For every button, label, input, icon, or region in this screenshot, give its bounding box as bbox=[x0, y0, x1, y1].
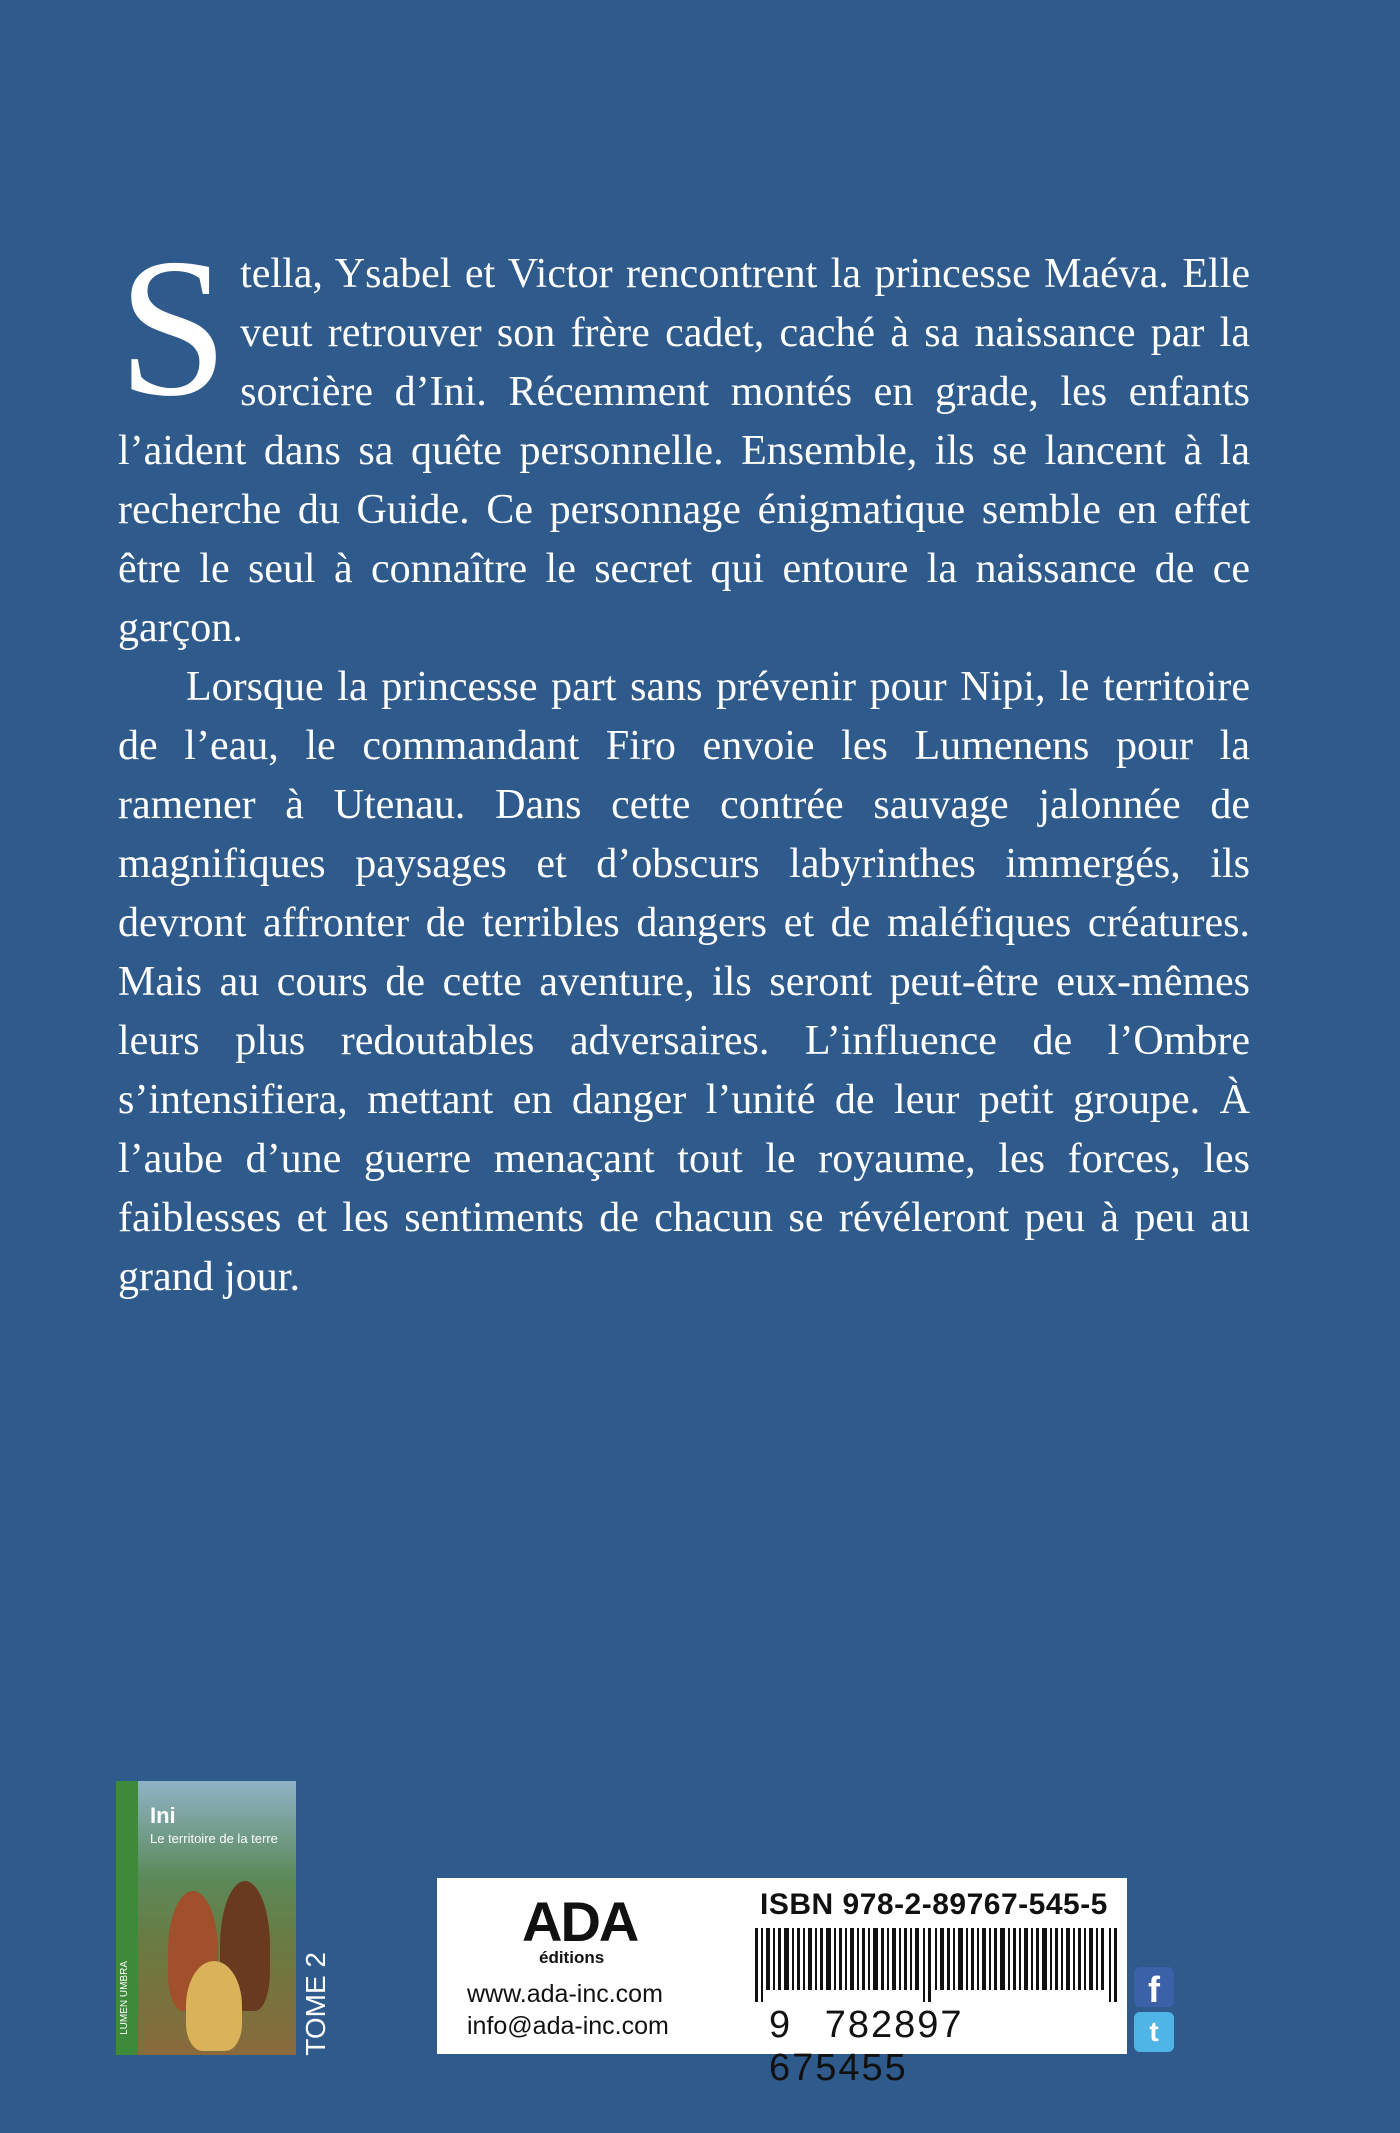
facebook-icon[interactable]: f bbox=[1134, 1967, 1174, 2007]
thumbnail-character-3 bbox=[186, 1961, 242, 2051]
thumbnail-subtitle: Le territoire de la terre bbox=[150, 1831, 278, 1846]
barcode-image bbox=[755, 1928, 1121, 2002]
tome-label: TOME 2 bbox=[300, 1952, 331, 2056]
thumbnail-title: Ini bbox=[150, 1803, 176, 1828]
publisher-logo-subtitle: éditions bbox=[539, 1948, 605, 1967]
isbn-label: ISBN 978-2-89767-545-5 bbox=[760, 1888, 1108, 1921]
blurb-paragraph-1-text: tella, Ysabel et Victor rencontrent la princesse Maéva. Elle veut retrouver son frère cadet, caché à sa naissance par la sorcière d’Ini. Récemment montés en grade, les enfants l’aident dans sa quête personnelle. Ensemble, ils se lancent à la recherche du Guide. Ce personnage énigmatique semble en effet être le seul à connaître le secret qui entoure la naissance de ce garçon. bbox=[118, 251, 1250, 651]
barcode-number: 9 782897 675455 bbox=[769, 2004, 964, 2089]
blurb-paragraph-1 bbox=[118, 218, 1250, 658]
back-cover-blurb bbox=[118, 218, 1250, 1307]
publisher-panel bbox=[437, 1878, 1127, 2089]
publisher-email[interactable]: info@ada-inc.com bbox=[467, 2012, 669, 2040]
publisher-logo: ADA bbox=[522, 1890, 638, 1953]
twitter-icon[interactable]: t bbox=[1134, 2012, 1174, 2052]
publisher-website[interactable]: www.ada-inc.com bbox=[467, 1980, 663, 2008]
thumbnail-series-name: LUMEN UMBRA bbox=[119, 1961, 130, 2035]
cover-thumbnail bbox=[116, 1781, 296, 2055]
drop-cap: S bbox=[118, 218, 229, 437]
blurb-paragraph-2: Lorsque la princesse part sans prévenir pour Nipi, le territoire de l’eau, le commandant Firo envoie les Lumenens pour la ramener à Utenau. Dans cette contrée sauvage jalonnée de magnifiques paysages et d’obscurs labyrinthes immergés, ils devront affronter de terribles dangers et de maléfiques créatures. Mais au cours de cette aventure, ils seront peut-être eux-mêmes leurs plus redoutables adversaires. L’influence de l’Ombre s’intensifiera, mettant en danger l’unité de leur petit groupe. À l’aube d’une guerre menaçant tout le royaume, les forces, les faiblesses et les sentiments de chacun se révéleront peu à peu au grand jour. bbox=[118, 664, 1250, 1300]
